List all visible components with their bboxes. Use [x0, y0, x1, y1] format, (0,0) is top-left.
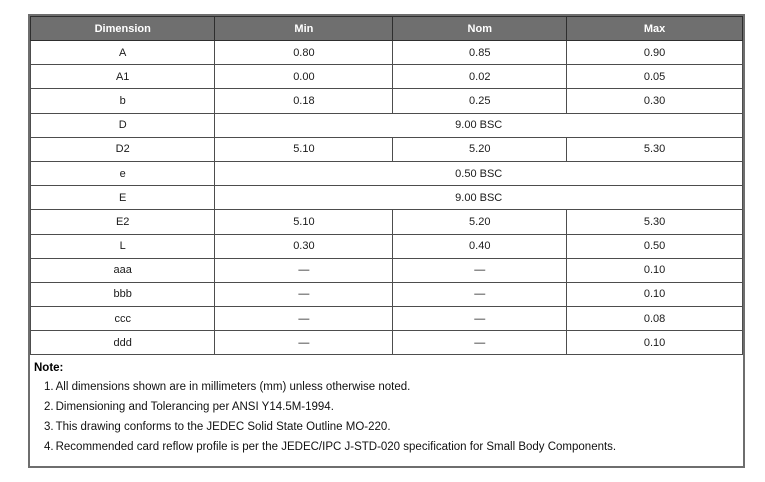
table-row-A	[31, 41, 743, 65]
note-text: Recommended card reflow profile is per the JEDEC/IPC J-STD-020 specification for Small Body Components.	[55, 441, 617, 454]
max-cell: 0.10	[567, 282, 743, 306]
table-row-ccc	[31, 307, 743, 331]
notes-title: Note:	[34, 362, 64, 375]
nom-cell: 0.40	[393, 234, 567, 258]
min-cell: 0.30	[215, 234, 393, 258]
dimension-cell: A1	[31, 65, 215, 89]
notes-section	[30, 355, 743, 457]
dimension-cell: D	[31, 113, 215, 137]
table-row-ddd	[31, 331, 743, 355]
min-cell: 5.10	[215, 137, 393, 161]
dimension-cell: D2	[31, 137, 215, 161]
table-row-E2	[31, 210, 743, 234]
dimension-cell: A	[31, 41, 215, 65]
nom-cell: 0.25	[393, 89, 567, 113]
nom-cell: —	[393, 307, 567, 331]
nom-cell: —	[393, 258, 567, 282]
dimension-cell: b	[31, 89, 215, 113]
table-header-row	[31, 17, 743, 41]
note-number: 2.	[44, 401, 54, 414]
max-cell: 5.30	[567, 210, 743, 234]
dimension-table-frame	[28, 14, 745, 468]
dimension-cell: aaa	[31, 258, 215, 282]
table-row-A1	[31, 65, 743, 89]
col-header-dimension: Dimension	[31, 17, 215, 41]
note-text: Dimensioning and Tolerancing per ANSI Y14.5M-1994.	[55, 401, 334, 414]
table-row-L	[31, 234, 743, 258]
max-cell: 0.90	[567, 41, 743, 65]
nom-cell: 5.20	[393, 137, 567, 161]
merged-bsc-cell: 9.00 BSC	[215, 186, 743, 210]
table-row-E	[31, 186, 743, 210]
min-cell: —	[215, 307, 393, 331]
dimension-table	[30, 16, 743, 355]
min-cell: 0.18	[215, 89, 393, 113]
max-cell: 5.30	[567, 137, 743, 161]
table-row-D2	[31, 137, 743, 161]
note-item-2	[44, 397, 737, 417]
dimension-cell: ccc	[31, 307, 215, 331]
note-text: All dimensions shown are in millimeters (mm) unless otherwise noted.	[55, 381, 411, 394]
note-item-4	[44, 437, 737, 457]
min-cell: 0.80	[215, 41, 393, 65]
dimension-cell: e	[31, 161, 215, 185]
min-cell: —	[215, 331, 393, 355]
col-header-max: Max	[567, 17, 743, 41]
table-row-bbb	[31, 282, 743, 306]
table-row-e	[31, 161, 743, 185]
note-number: 1.	[44, 381, 54, 394]
col-header-min: Min	[215, 17, 393, 41]
table-row-D	[31, 113, 743, 137]
nom-cell: 0.85	[393, 41, 567, 65]
dimension-cell: ddd	[31, 331, 215, 355]
min-cell: 0.00	[215, 65, 393, 89]
min-cell: —	[215, 282, 393, 306]
max-cell: 0.10	[567, 331, 743, 355]
note-text: This drawing conforms to the JEDEC Solid State Outline MO-220.	[55, 421, 391, 434]
merged-bsc-cell: 0.50 BSC	[215, 161, 743, 185]
merged-bsc-cell: 9.00 BSC	[215, 113, 743, 137]
note-number: 4.	[44, 441, 54, 454]
nom-cell: 5.20	[393, 210, 567, 234]
note-number: 3.	[44, 421, 54, 434]
dimension-cell: bbb	[31, 282, 215, 306]
table-row-aaa	[31, 258, 743, 282]
nom-cell: 0.02	[393, 65, 567, 89]
nom-cell: —	[393, 282, 567, 306]
nom-cell: —	[393, 331, 567, 355]
max-cell: 0.05	[567, 65, 743, 89]
min-cell: 5.10	[215, 210, 393, 234]
max-cell: 0.50	[567, 234, 743, 258]
max-cell: 0.08	[567, 307, 743, 331]
col-header-nom: Nom	[393, 17, 567, 41]
max-cell: 0.10	[567, 258, 743, 282]
table-row-b	[31, 89, 743, 113]
dimension-cell: E2	[31, 210, 215, 234]
dimension-cell: E	[31, 186, 215, 210]
note-item-3	[44, 417, 737, 437]
note-item-1	[44, 377, 737, 397]
dimension-cell: L	[31, 234, 215, 258]
min-cell: —	[215, 258, 393, 282]
max-cell: 0.30	[567, 89, 743, 113]
